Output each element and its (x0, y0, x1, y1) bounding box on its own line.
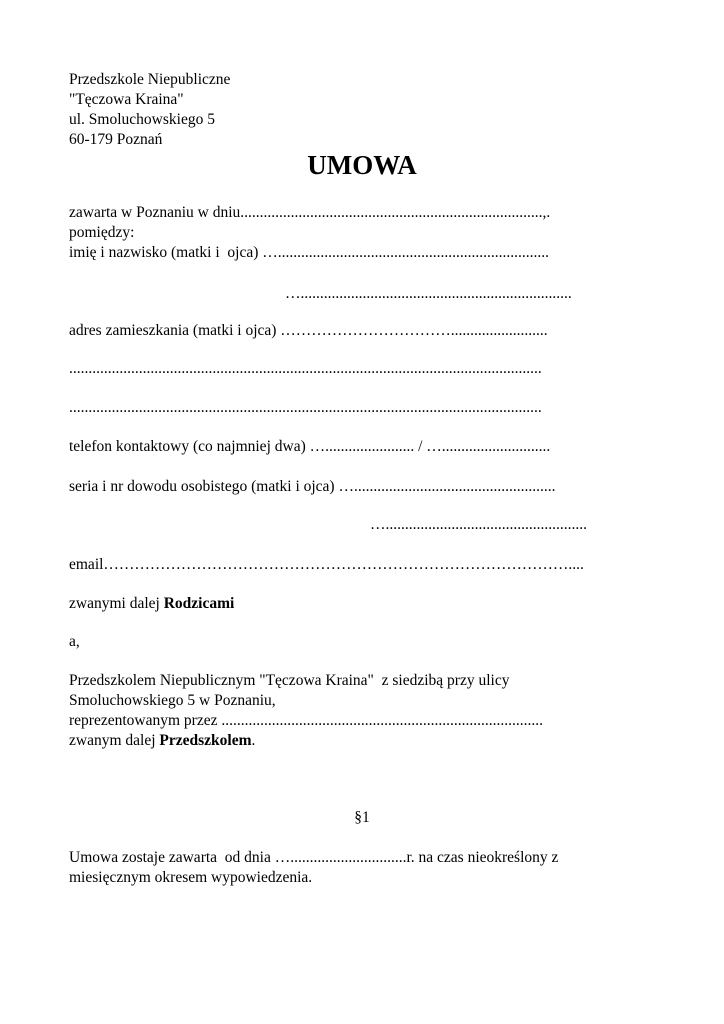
section-1-heading: §1 (354, 809, 370, 826)
header-line-2: "Tęczowa Kraina" (69, 91, 184, 108)
email-line: email……………………………………………………………………………….... (69, 556, 584, 573)
parents-name-continuation: …...................................................................... (285, 285, 572, 302)
section-1-line-2: miesięcznym okresem wypowiedzenia. (69, 869, 313, 886)
date-field-line: zawarta w Poznaniu w dniu..............................................................................,. (69, 204, 551, 221)
address-line: adres zamieszkania (matki i ojca) ……………………………......................... (69, 322, 548, 339)
represented-by-line: reprezentowanym przez ................................................................................... (69, 712, 543, 729)
phone-line: telefon kontaktowy (co najmniej dwa) …....................... / …............................ (69, 438, 551, 455)
header-line-4: 60-179 Poznań (69, 131, 163, 148)
kindergarten-designation-prefix: zwanym dalej (69, 732, 160, 749)
kindergarten-designation-suffix: . (251, 732, 256, 749)
header-line-3: ul. Smoluchowskiego 5 (69, 111, 215, 128)
id-card-line: seria i nr dowodu osobistego (matki i ojca) ….................................................... (69, 478, 556, 495)
section-1-line-1: Umowa zostaje zawarta od dnia …..............................r. na czas nieokreślony z (69, 849, 559, 866)
kindergarten-designation-term: Przedszkolem (159, 732, 252, 749)
between-label: pomiędzy: (69, 224, 135, 241)
header-line-1: Przedszkole Niepubliczne (69, 71, 231, 88)
address-continuation-2: .......................................................................................................................... (69, 399, 542, 416)
kindergarten-line-1: Przedszkolem Niepublicznym "Tęczowa Kraina" z siedzibą przy ulicy (69, 672, 510, 689)
conjunction-a: a, (69, 633, 80, 650)
kindergarten-designation (69, 731, 255, 751)
address-continuation-1: .......................................................................................................................... (69, 360, 542, 377)
parents-name-line: imię i nazwisko (matki i ojca) …...................................................................... (69, 244, 550, 261)
document-title: UMOWA (307, 150, 417, 180)
id-card-continuation: ….................................................... (370, 516, 587, 533)
kindergarten-line-2: Smoluchowskiego 5 w Poznaniu, (69, 692, 276, 709)
parents-designation-prefix: zwanymi dalej (69, 595, 164, 612)
parents-designation-term: Rodzicami (163, 595, 235, 612)
parents-designation (69, 594, 234, 614)
